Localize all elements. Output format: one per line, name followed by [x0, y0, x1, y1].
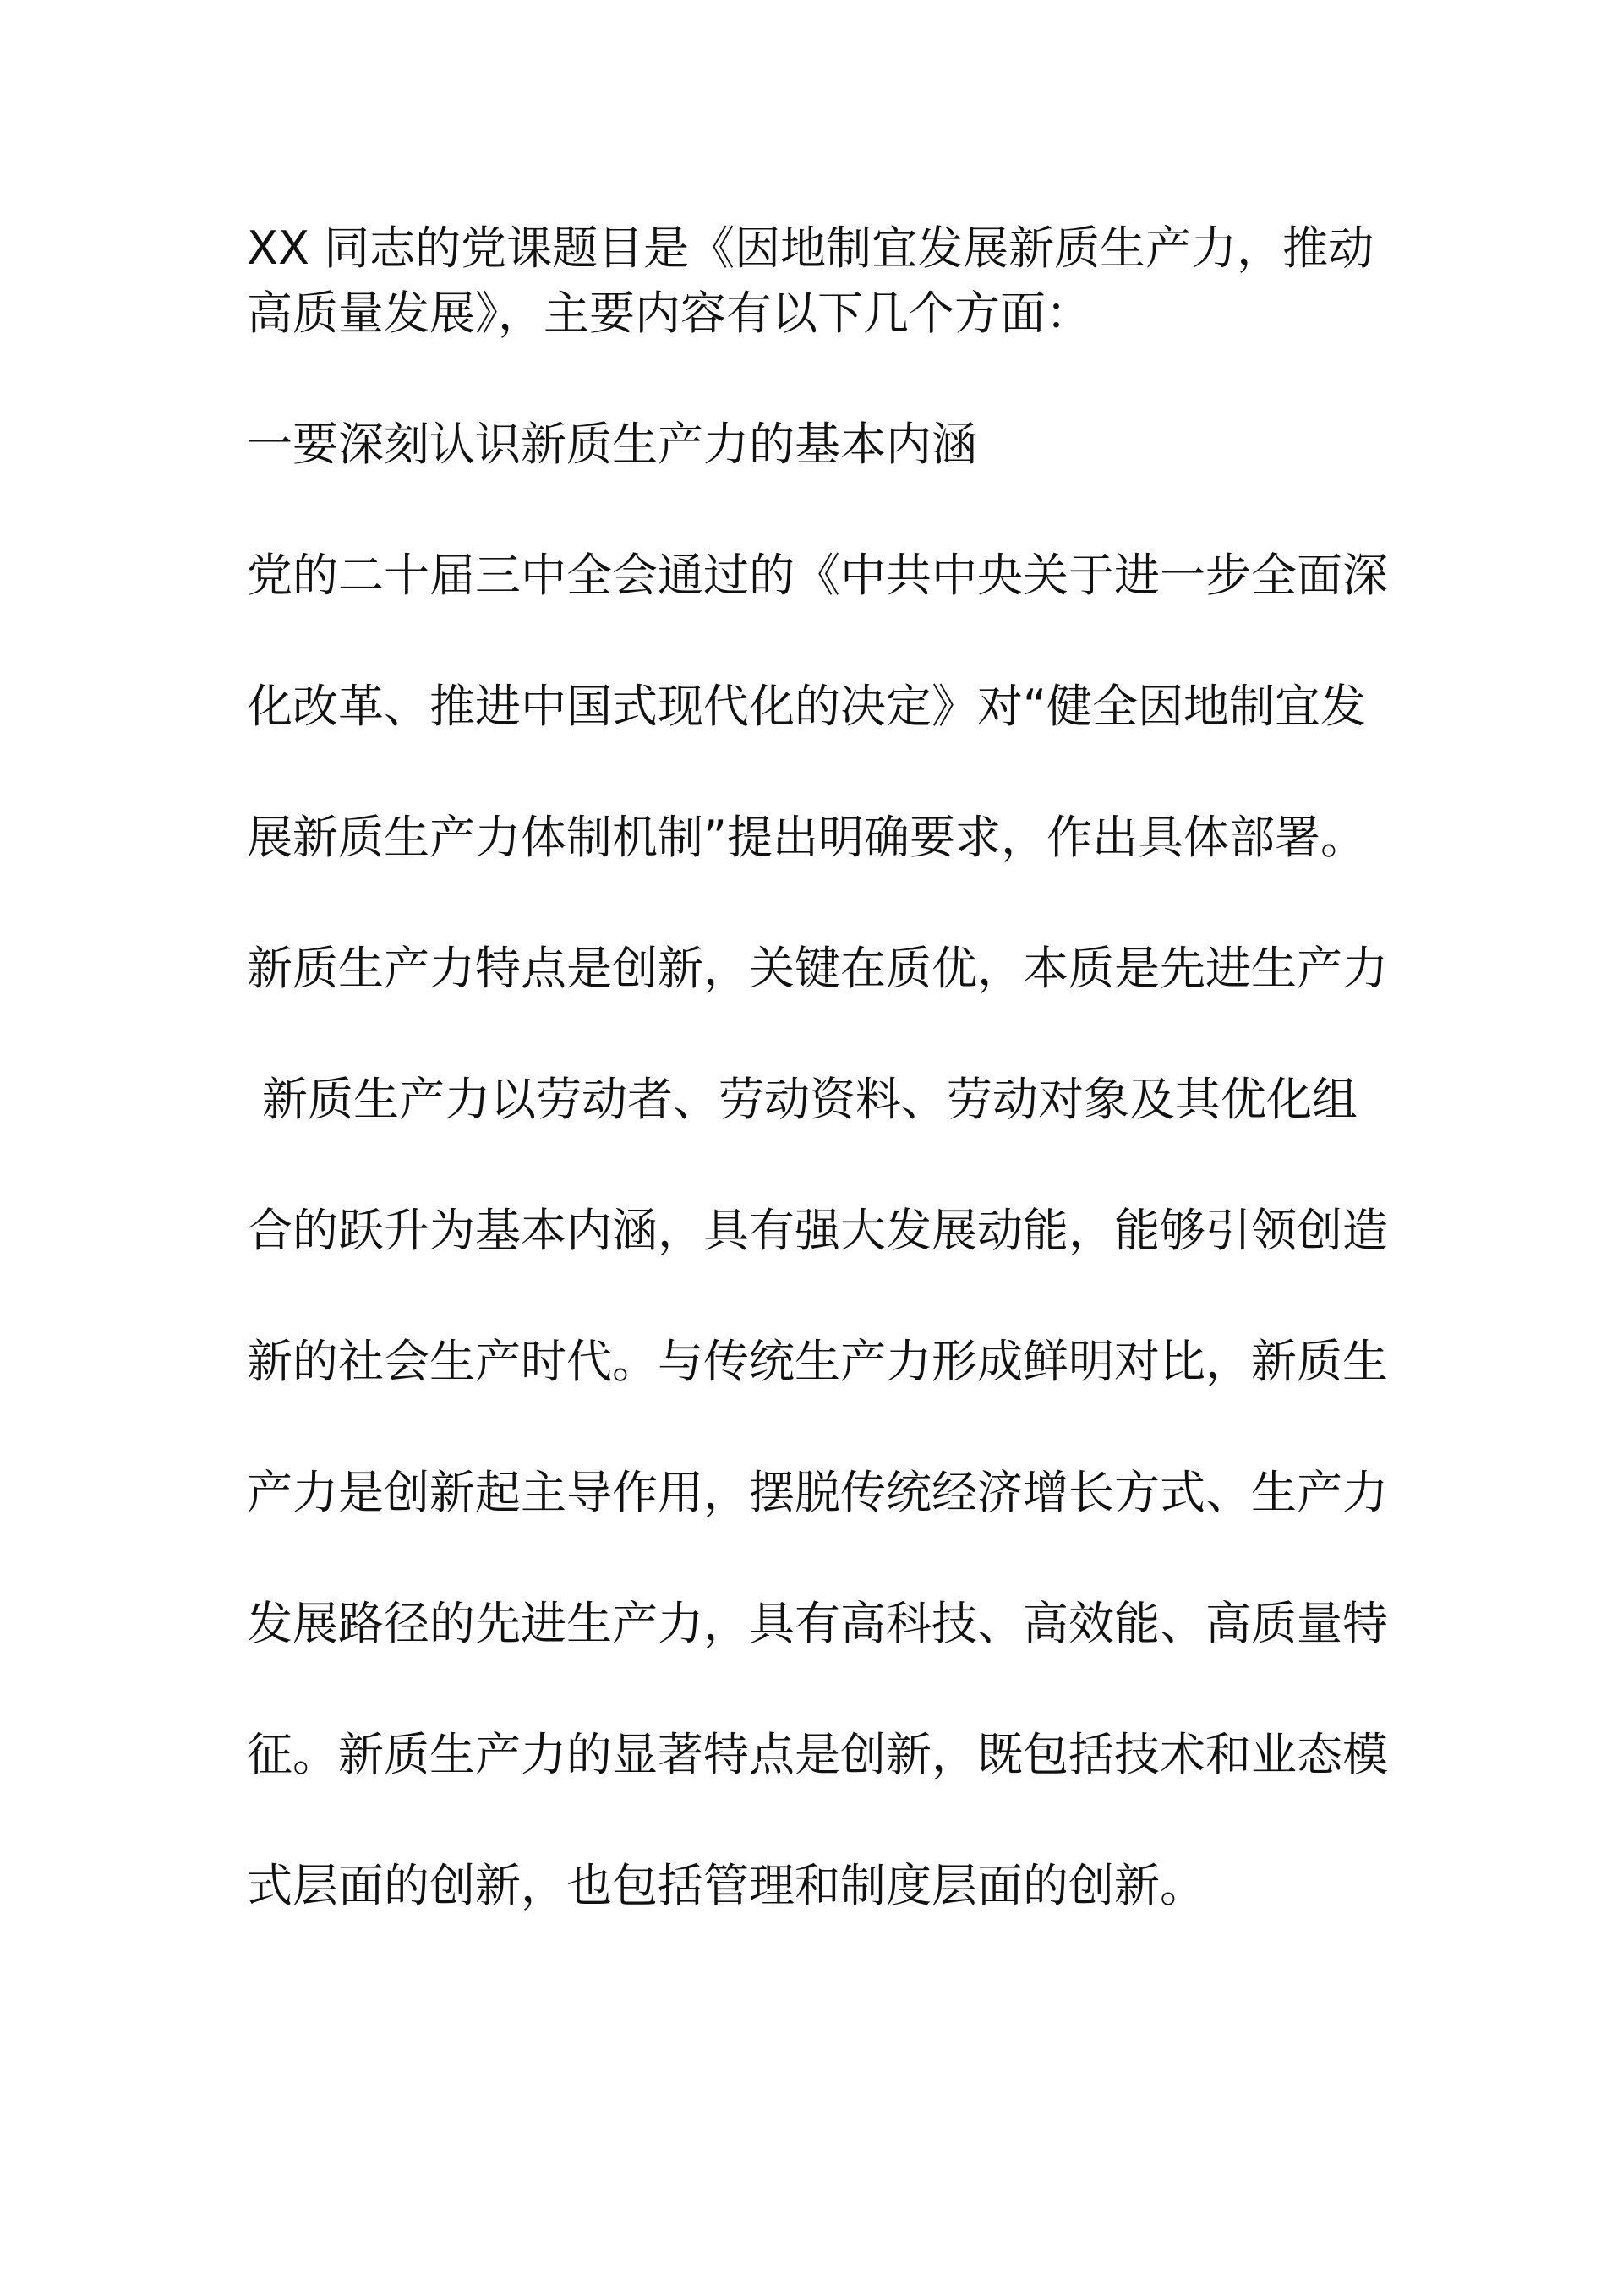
intro-line: 高质量发展》，主要内容有以下几个方面：	[247, 287, 1091, 340]
intro-line: XX 同志的党课题目是《因地制宜发展新质生产力，推动	[247, 221, 1374, 275]
body-line: 合的跃升为基本内涵，具有强大发展动能，能够引领创造	[247, 1204, 1388, 1257]
body-line: 产力是创新起主导作用，摆脱传统经济增长方式、生产力	[247, 1466, 1388, 1519]
body-line: 党的二十届三中全会通过的《中共中央关于进一步全面深	[247, 549, 1388, 602]
body-line: 新质生产力特点是创新，关键在质优，本质是先进生产力	[247, 942, 1388, 995]
body-line: 征。新质生产力的显著特点是创新，既包括技术和业态模	[247, 1728, 1388, 1781]
body-line: 式层面的创新，也包括管理和制度层面的创新。	[247, 1859, 1205, 1912]
body-line: 化改革、推进中国式现代化的决定》对“健全因地制宜发	[247, 680, 1366, 733]
body-line: 发展路径的先进生产力，具有高科技、高效能、高质量特	[247, 1597, 1388, 1650]
document-text	[247, 216, 1388, 1918]
body-line: 新质生产力以劳动者、劳动资料、劳动对象及其优化组	[262, 1073, 1358, 1126]
body-line: 新的社会生产时代。与传统生产力形成鲜明对比，新质生	[247, 1335, 1388, 1388]
body-line: 展新质生产力体制机制”提出明确要求，作出具体部署。	[247, 811, 1366, 864]
section-heading: 一要深刻认识新质生产力的基本内涵	[247, 418, 977, 471]
